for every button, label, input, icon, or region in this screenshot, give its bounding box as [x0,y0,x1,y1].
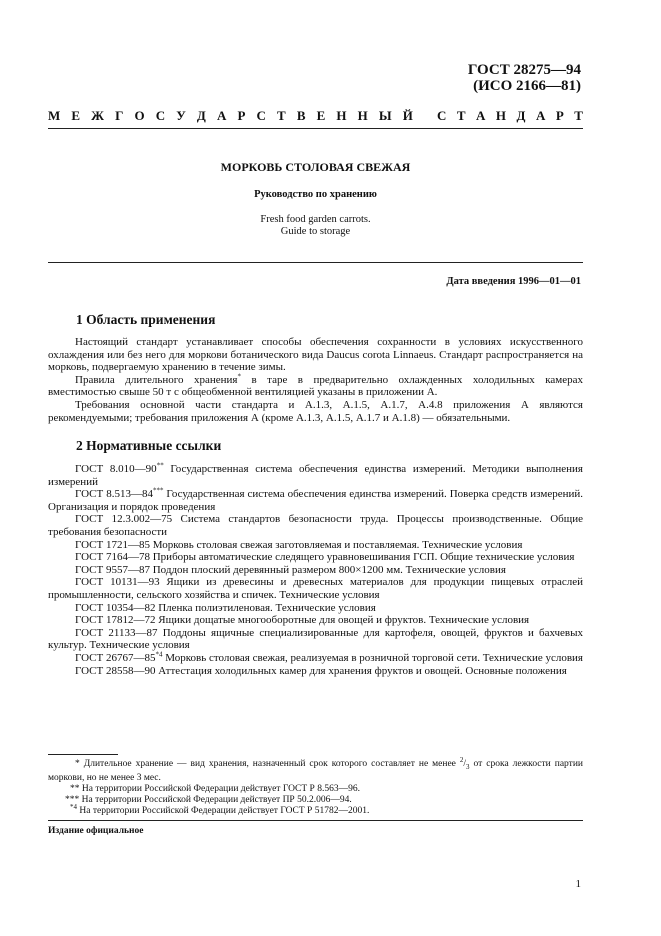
banner-letter: Ы [378,108,392,123]
banner-letter: Е [71,108,81,123]
document-title: МОРКОВЬ СТОЛОВАЯ СВЕЖАЯ [220,160,411,174]
footnote-mark: *** [152,486,164,495]
banner-letter: А [535,108,546,123]
reference-code: ГОСТ 26767—85 [75,651,156,664]
text-span: На территории Российской Федерации действует ПР 50.2.006—94. [79,794,352,805]
reference-title: Пленка полиэтиленовая. Технические условия [155,601,376,614]
text-span: Правила длительного хранения [75,373,238,386]
banner-letter: Д [196,108,206,123]
edition-rule [48,820,583,821]
footnote-mark: * [75,759,80,769]
reference-item [48,488,583,513]
reference-code: ГОСТ 10354—82 [75,601,156,614]
banner-letter: А [216,108,227,123]
section1-heading: 1 Область применения [76,312,216,327]
english-title [48,214,583,238]
reference-title: Аттестация холодильных камер для хранения фруктов и овощей. Основные положения [155,664,567,677]
reference-code: ГОСТ 8.513—84 [75,488,153,501]
reference-item [48,614,583,627]
banner-letter: Е [316,108,326,123]
banner-letter: Г [115,108,124,123]
reference-code: ГОСТ 1721—85 [75,538,150,551]
reference-item [48,564,583,577]
iso-code: (ИСО 2166—81) [473,78,581,94]
reference-item [48,539,583,552]
footnote-mark: *4 [70,802,77,811]
footnote-2 [48,784,583,795]
reference-title: Государственная система обеспечения единства измерений. Методики выполнения измерений [48,463,583,488]
banner-letter: С [437,108,447,123]
reference-item [48,576,583,601]
banner-letter: С [155,108,166,123]
reference-item [48,551,583,564]
footnote-mark: *4 [155,650,163,659]
reference-code: ГОСТ 7164—78 [75,551,150,564]
reference-title: Ящики дощатые многооборотные для овощей и фруктов. Технические условия [155,614,530,627]
banner-letter: Н [336,108,347,123]
banner-letter: Т [277,108,286,123]
banner-letter: Н [357,108,368,123]
reference-code: ГОСТ 12.3.002—75 [75,513,173,526]
footnote-1 [48,755,583,784]
banner-letter: В [296,108,306,123]
english-title-line1: Fresh food garden carrots. [260,214,371,225]
section1-paragraph [48,374,583,399]
footnote-mark: *** [65,794,80,805]
english-title-line2: Guide to storage [280,226,351,237]
text-span: в таре в предварительно охлажденных холодильных камерах вместимостью свыше 50 т с общеобменной вентиляцией указаны в приложении А. [48,373,583,399]
introduction-date: Дата введения 1996—01—01 [446,276,581,287]
footnote-3 [48,795,583,806]
section1-paragraph: Требования основной части стандарта и А.1.3, А.1.5, А.1.7, А.4.8 приложения А являются рекомендуемыми; требования приложения А (кроме А.1.3, А.1.5, А.1.7 и А.1.8) — обязательными. [48,398,583,424]
header-rule [48,128,583,129]
reference-item [48,463,583,488]
official-edition-label: Издание официальное [48,826,144,836]
document-subtitle: Руководство по хранению [254,189,377,200]
banner-letter: У [176,108,186,123]
reference-item [48,665,583,678]
reference-title: Ящики из древесины и древесных материалов для продукции пищевых отраслей промышленности, сельского хозяйства и спичек. Технические условия [48,576,583,601]
text-span: На территории Российской Федерации действует ГОСТ Р 8.563—96. [79,783,360,794]
banner-letter: Ж [91,108,105,123]
reference-code: ГОСТ 9557—87 [75,563,150,576]
footnote-rule [48,754,118,755]
footnote-mark: ** [70,783,80,794]
banner-letter: Р [237,108,246,123]
normative-references [48,463,583,677]
text-span: Длительное хранение — вид хранения, назначенный срок которого составляет не менее [79,759,460,769]
text-span: На территории Российской Федерации действует ГОСТ Р 51782—2001. [77,805,370,816]
footnotes [48,755,583,817]
text-span: от срока лежкости партии моркови, но не менее 3 мес. [48,759,583,783]
section2-heading: 2 Нормативные ссылки [76,438,222,453]
page-number: 1 [575,878,581,890]
footnote-mark: * [237,372,241,381]
banner-letter: С [256,108,266,123]
banner-word-interstate [48,108,413,124]
reference-item [48,602,583,615]
reference-code: ГОСТ 17812—72 [75,614,156,627]
reference-code: ГОСТ 21133—87 [75,626,158,639]
interstate-standard-banner [48,108,583,124]
reference-title: Поддон плоский деревянный размером 800×1200 мм. Технические условия [149,563,506,576]
footnote-mark: ** [156,461,164,470]
banner-letter: Р [555,108,564,123]
banner-letter: Т [574,108,583,123]
reference-item [48,513,583,538]
banner-letter: А [476,108,486,123]
reference-title: Морковь столовая свежая, реализуемая в розничной торговой сети. Технические условия [162,651,583,664]
reference-item [48,627,583,652]
banner-letter: Т [456,108,466,123]
gost-code: ГОСТ 28275—94 [467,62,581,78]
standard-code [468,62,581,94]
title-rule [48,262,583,263]
reference-title: Морковь столовая свежая заготовляемая и поставляемая. Технические условия [149,538,523,551]
banner-letter: О [134,108,145,123]
reference-code: ГОСТ 28558—90 [75,664,156,677]
banner-letter: Й [402,108,413,123]
section1-paragraph: Настоящий стандарт устанавливает способы обеспечения сохранности в условиях искусственного охлаждения или без него для моркови ботанического вида Daucus corota Linnaeus. Стандарт распространяется на морковь, подвергаемую хранению в течение зимы. [48,336,583,374]
reference-title: Государственная система обеспечения единства измерений. Поверка средств измерений. Организация и порядок проведения [48,488,583,513]
reference-item [48,652,583,665]
reference-code: ГОСТ 10131—93 [75,576,160,589]
fraction-slash: / [463,759,467,769]
banner-letter: Д [516,108,526,123]
reference-title: Поддоны ящичные специализированные для картофеля, овощей, фруктов и бахчевых культур. Технические условия [48,626,583,652]
footnote-4 [48,802,583,817]
fraction-denominator: 3 [466,762,470,771]
fraction-numerator: 2 [459,755,464,764]
banner-letter: Н [495,108,507,123]
banner-word-standard [437,108,583,124]
banner-letter: М [48,108,61,123]
reference-title: Приборы автоматические следящего уравновешивания ГСП. Общие технические условия [149,551,575,564]
reference-code: ГОСТ 8.010—90 [75,463,157,475]
section1-body [48,336,583,424]
reference-title: Система стандартов безопасности труда. Процессы производственные. Общие требования безопасности [48,513,583,538]
